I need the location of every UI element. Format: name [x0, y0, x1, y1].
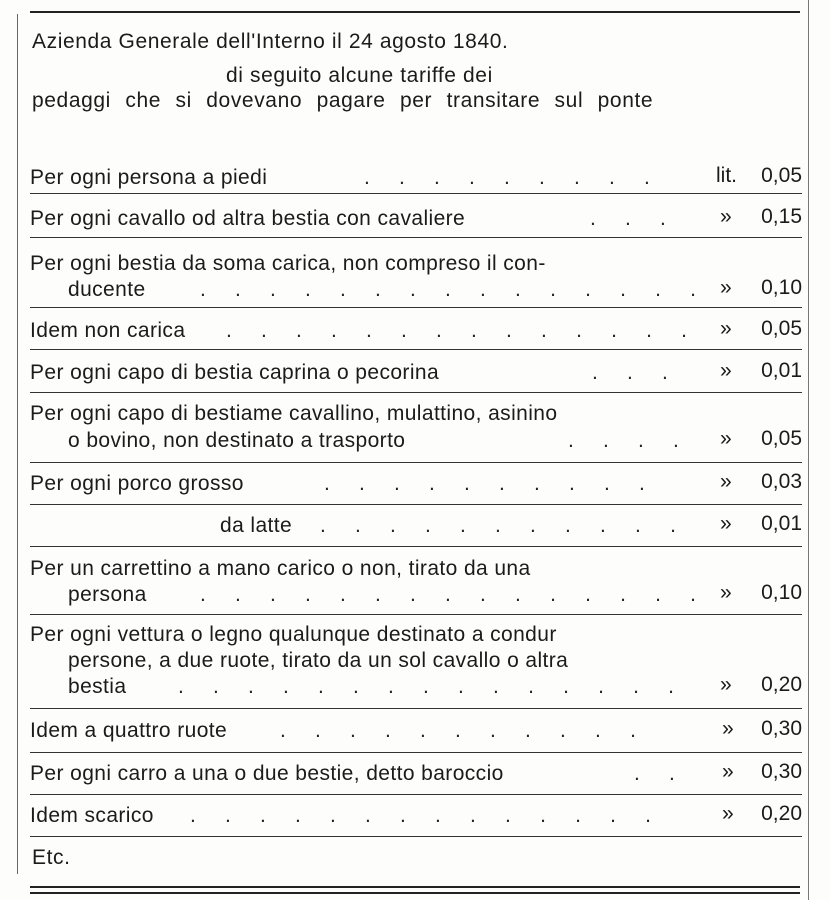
tariff-description: Idem scarico: [30, 804, 154, 827]
tariff-row: [30, 463, 802, 505]
dot-leader: . .: [634, 762, 675, 785]
tariff-description: Per ogni bestia da soma carica, non compreso il con-: [30, 252, 546, 275]
tariff-row: [30, 238, 802, 308]
tariff-unit: »: [722, 760, 734, 783]
tariff-description-continued: bestia: [68, 675, 127, 698]
bottom-rule: [30, 886, 800, 888]
tariff-description-continued: ducente: [68, 278, 146, 301]
tariff-row: [30, 350, 802, 393]
tariff-row: [30, 753, 802, 795]
dot-leader: . . .: [592, 361, 668, 384]
tariff-row: [30, 393, 802, 463]
tariff-row: [30, 547, 802, 615]
header-subtitle: di seguito alcune tariffe dei: [226, 64, 493, 87]
tariff-unit: »: [720, 427, 732, 450]
tariff-price: 0,15: [761, 205, 802, 228]
tariff-price: 0,03: [761, 470, 802, 493]
tariff-description-continued: o bovino, non destinato a trasporto: [68, 429, 406, 452]
tariff-row: [30, 795, 802, 837]
dot-leader: . . . . . . . . . . . . . . .: [178, 675, 674, 698]
tariff-row: [30, 194, 802, 238]
tariff-price: 0,05: [761, 317, 802, 340]
tariff-description: Per ogni cavallo od altra bestia con cavaliere: [30, 207, 466, 230]
dot-leader: . . . . . . . . .: [364, 166, 650, 189]
tariff-unit: »: [720, 276, 732, 299]
tariff-description: Per ogni persona a piedi: [30, 166, 268, 189]
tariff-description-continued: persona: [68, 583, 147, 606]
tariff-description: Per ogni capo di bestia caprina o pecorina: [30, 361, 440, 384]
tariff-unit: »: [720, 581, 732, 604]
dot-leader: . . . . . . . . . . .: [280, 719, 636, 742]
tariff-row: [30, 308, 802, 350]
tariff-unit: »: [720, 512, 732, 535]
header-description: pedaggi che si dovevano pagare per transitare sul ponte: [32, 89, 654, 112]
tariff-description: Idem a quattro ruote: [30, 719, 228, 742]
left-border: [17, 14, 18, 874]
tariff-price: 0,30: [761, 760, 802, 783]
right-border: [808, 0, 809, 900]
tariff-price: 0,20: [761, 802, 802, 825]
tariff-row: [30, 709, 802, 753]
tariff-description-continued: persone, a due ruote, tirato da un sol cavallo o altra: [68, 649, 569, 672]
tariff-unit: »: [722, 802, 734, 825]
tariff-price: 0,20: [761, 673, 802, 696]
tariff-unit: »: [720, 673, 732, 696]
tariff-unit: »: [720, 317, 732, 340]
tariff-unit: »: [722, 717, 734, 740]
etc-label: Etc.: [32, 846, 71, 869]
tariff-description: Per ogni carro a una o due bestie, detto baroccio: [30, 762, 504, 785]
tariff-unit: lit.: [716, 164, 737, 187]
tariff-price: 0,10: [761, 276, 802, 299]
tariff-unit: »: [720, 205, 732, 228]
tariff-description: Idem non carica: [30, 319, 186, 342]
tariff-description: da latte: [220, 514, 293, 537]
tariff-description: Per ogni capo di bestiame cavallino, mulattino, asinino: [30, 402, 558, 425]
tariff-price: 0,01: [761, 512, 802, 535]
dot-leader: . . . . . . . . . . . . . . .: [200, 583, 696, 606]
tariff-price: 0,10: [761, 581, 802, 604]
tariff-description: Per un carrettino a mano carico o non, tirato da una: [30, 557, 531, 580]
tariff-unit: »: [720, 470, 732, 493]
dot-leader: . . . . . . . . . .: [324, 472, 645, 495]
tariff-price: 0,05: [761, 427, 802, 450]
tariff-price: 0,30: [761, 717, 802, 740]
tariff-row: [30, 505, 802, 547]
tariff-row: [30, 150, 802, 194]
dot-leader: . . .: [590, 207, 666, 230]
top-rule: [30, 11, 800, 13]
tariff-price: 0,05: [761, 164, 802, 187]
tariff-row: [30, 615, 802, 709]
tariff-description: Per ogni vettura o legno qualunque destinato a condur: [30, 623, 557, 646]
dot-leader: . . . . . . . . . . . . . . .: [200, 278, 696, 301]
tariff-unit: »: [720, 359, 732, 382]
header-title: Azienda Generale dell'Interno il 24 agosto 1840.: [32, 30, 509, 53]
tariff-description: Per ogni porco grosso: [30, 472, 244, 495]
bottom-rule-double: [30, 892, 800, 894]
dot-leader: . . . . . . . . . . . . . .: [190, 804, 651, 827]
dot-leader: . . . . . . . . . . . . . .: [226, 319, 687, 342]
dot-leader: . . . . . . . . . . .: [320, 514, 676, 537]
dot-leader: . . . .: [568, 429, 679, 452]
tariff-price: 0,01: [761, 359, 802, 382]
